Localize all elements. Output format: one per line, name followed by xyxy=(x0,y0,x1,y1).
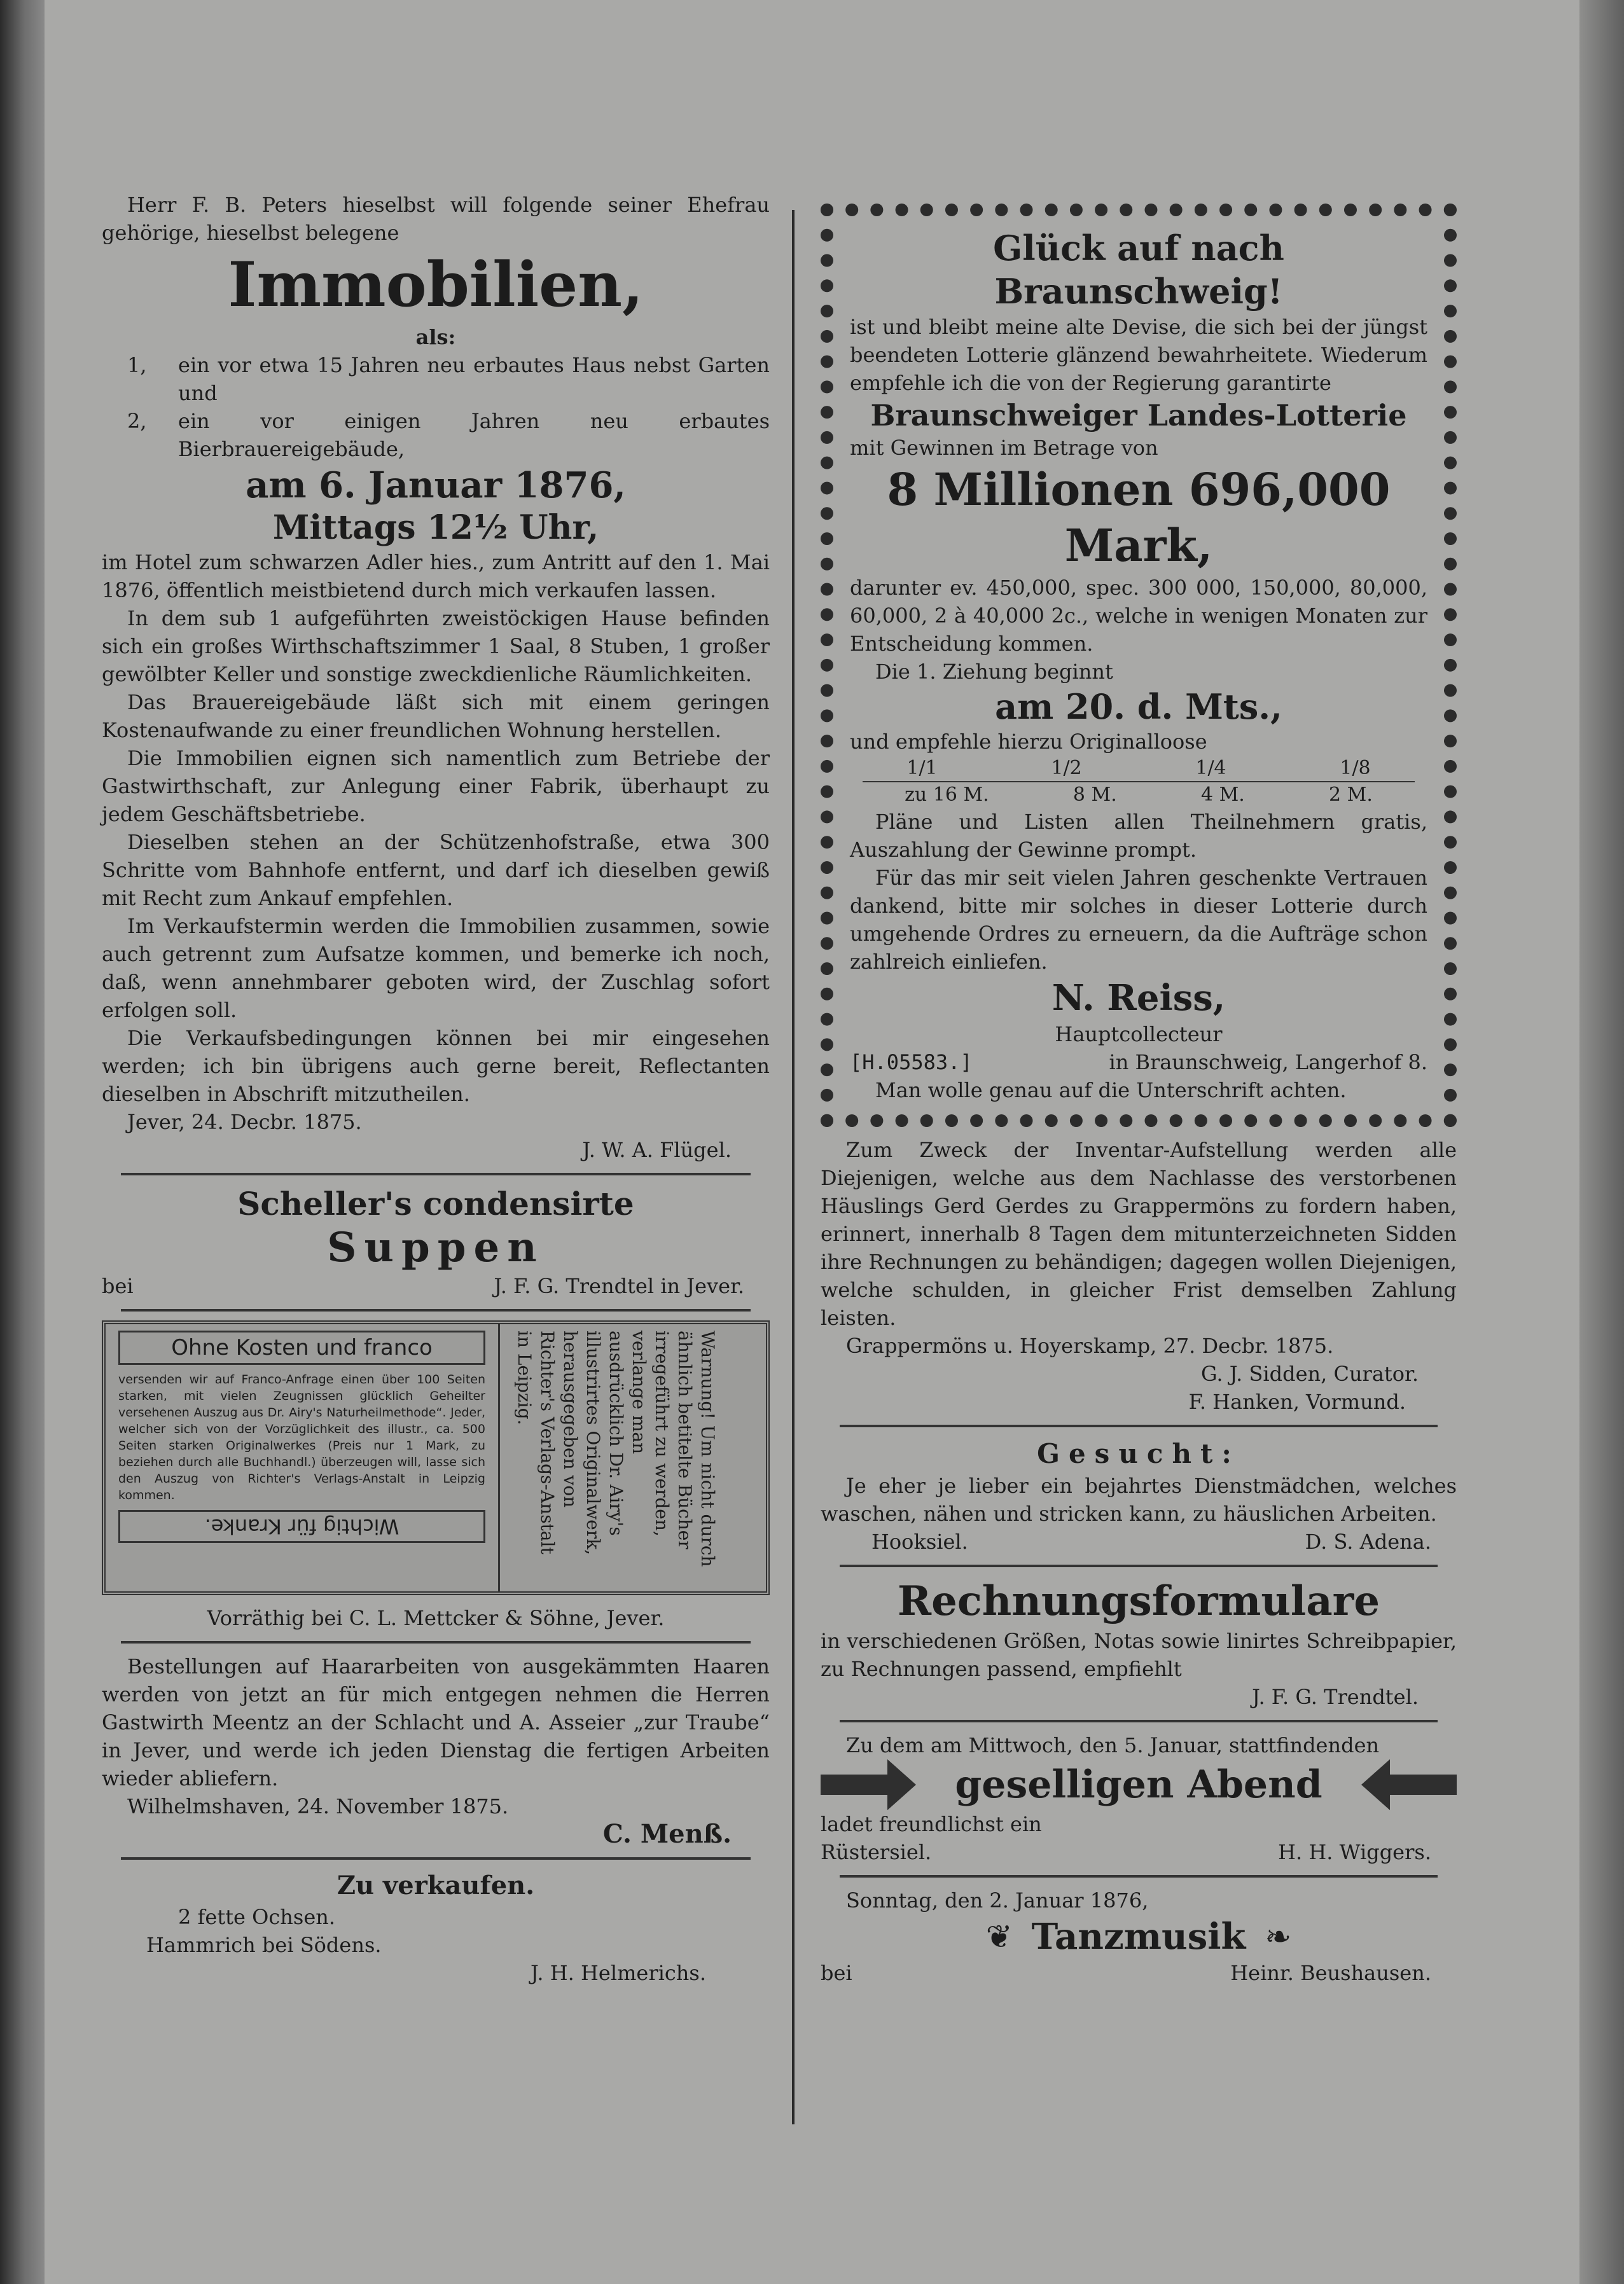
lottery-price: 2 M. xyxy=(1329,784,1373,806)
book-ad-body: versenden wir auf Franco-Anfrage einen über 100 Seiten starken, mit vielen Zeugnissen glücklich Geheilter versehenen Auszug aus Dr. Airy's Naturheilmethode“. Jeder, welcher sich von der Vorzüglichkeit des illustr., ca. 500 Seiten starken Originalwerkes (Preis nur 1 Mark, zu beziehen durch alle Buchhandl.) überzeugen will, lasse sich den Auszug von Richter's Verlags-Anstalt in Leipzig kommen. xyxy=(118,1373,485,1502)
immobilien-paragraph: Dieselben stehen an der Schützenhofstraße, etwa 300 Schritte vom Bahnhofe entfernt, und darf ich dieselben gewiß mit Recht zum Ankauf empfehlen. xyxy=(102,830,770,910)
immobilien-intro: Herr F. B. Peters hieselbst will folgende seiner Ehefrau gehörige, hieselbst belegene xyxy=(102,193,770,245)
hair-ad xyxy=(102,1652,770,1848)
hair-ad-place: Wilhelmshaven, 24. November 1875. xyxy=(127,1794,509,1818)
immobilien-paragraph: In dem sub 1 aufgeführten zweistöckigen Hause befinden sich ein großes Wirthschaftszimmer 1 Saal, 8 Stuben, 1 großer gewölbter Keller und sonstige zweckdienliche Räumlichkeiten. xyxy=(102,606,770,686)
item-text: ein vor etwa 15 Jahren neu erbautes Haus nebst Garten und xyxy=(178,353,770,405)
scheller-bei: bei xyxy=(102,1274,134,1298)
lottery-fraction: 1/1 xyxy=(906,757,938,779)
sale-ad xyxy=(102,1869,770,1987)
item-number: 1, xyxy=(127,353,147,377)
lottery-price: zu 16 M. xyxy=(905,784,989,806)
page-edge xyxy=(1579,0,1624,2284)
separator xyxy=(840,1720,1438,1722)
item-number: 2, xyxy=(127,409,147,433)
abend-signature: H. H. Wiggers. xyxy=(1278,1840,1431,1864)
abend-place: Rüstersiel. xyxy=(821,1840,932,1864)
lottery-draw-date: am 20. d. Mts., xyxy=(995,686,1282,727)
inventar-signature: F. Hanken, Vormund. xyxy=(1188,1390,1406,1414)
immobilien-paragraph: im Hotel zum schwarzen Adler hies., zum Antritt auf den 1. Mai 1876, öffentlich meistbietend durch mich verkaufen lassen. xyxy=(102,550,770,602)
lottery-paragraph: und empfehle hierzu Originalloose xyxy=(850,730,1207,754)
lottery-fraction: 1/4 xyxy=(1195,757,1226,779)
hair-ad-signature: C. Menß. xyxy=(602,1819,732,1849)
lottery-draw: Die 1. Ziehung beginnt xyxy=(875,660,1113,684)
immobilien-paragraph: Im Verkaufstermin werden die Immobilien zusammen, sowie auch getrennt zum Aufsatze kommen, und bemerke ich noch, daß, wenn annehmbarer geboten wird, der Zuschlag sofort erfolgen soll. xyxy=(102,914,770,1022)
gesucht-text: Je eher je lieber ein bejahrtes Dienstmädchen, welches waschen, nähen und stricken kann, zu häuslichen Arbeiten. xyxy=(821,1474,1457,1526)
scheller-seller-row xyxy=(102,1272,770,1300)
left-column xyxy=(102,191,770,1987)
lottery-price: 4 M. xyxy=(1200,784,1245,806)
lottery-fraction: 1/8 xyxy=(1340,757,1371,779)
book-spine xyxy=(0,0,45,2284)
sale-line: 2 fette Ochsen. xyxy=(178,1905,336,1929)
formular-signature: J. F. G. Trendtel. xyxy=(1252,1685,1419,1709)
inventar-place: Grappermöns u. Hoyerskamp, 27. Decbr. 1875. xyxy=(846,1334,1334,1358)
lottery-price: 8 M. xyxy=(1072,784,1117,806)
separator xyxy=(121,1173,751,1175)
immobilien-signature: J. W. A. Flügel. xyxy=(582,1138,732,1162)
lottery-seller: N. Reiss, xyxy=(1051,977,1226,1019)
abend-footer xyxy=(821,1838,1457,1866)
separator xyxy=(840,1425,1438,1427)
abend-ad xyxy=(821,1731,1457,1866)
column-rule xyxy=(792,210,795,2124)
formular-title: Rechnungsformulare xyxy=(897,1577,1380,1625)
book-ad-foot: Wichtig für Kranke. xyxy=(118,1510,485,1543)
immobilien-ad xyxy=(102,191,770,1164)
scheller-line-2: Suppen xyxy=(327,1224,545,1271)
immobilien-paragraph: Das Brauereigebäude läßt sich mit einem geringen Kostenaufwande zu einer freundlichen Wohnung herstellen. xyxy=(102,690,770,742)
book-ad-warning: Warnung! Um nicht durch ähnlich betitelte Bücher irregeführt zu werden, verlange man ausdrücklich Dr. Airy's illustrirtes Originalwerk, herausgegeben von Richter's Verlags-Anstalt in Leipzig. xyxy=(514,1331,718,1567)
pointing-hand-icon xyxy=(821,1759,916,1810)
sale-title: Zu verkaufen. xyxy=(337,1871,535,1900)
book-ad-stock: Vorräthig bei C. L. Mettcker & Söhne, Jever. xyxy=(207,1606,665,1630)
separator xyxy=(840,1875,1438,1878)
lottery-ad xyxy=(821,204,1457,1127)
newspaper-page xyxy=(45,0,1579,2284)
book-ad-main xyxy=(106,1324,500,1591)
book-ad xyxy=(102,1320,770,1632)
gesucht-signature: D. S. Adena. xyxy=(1305,1530,1431,1554)
item-text: ein vor einigen Jahren neu erbautes Bierbrauereigebäude, xyxy=(178,409,770,461)
lottery-address-row xyxy=(850,1048,1427,1076)
lottery-title: Glück auf nach Braunschweig! xyxy=(993,228,1284,312)
tanz-title-row xyxy=(821,1914,1457,1959)
separator xyxy=(121,1641,751,1644)
scheller-ad xyxy=(102,1184,770,1300)
ornament-icon: ❧ xyxy=(1265,1918,1292,1955)
separator xyxy=(121,1857,751,1860)
tanz-footer xyxy=(821,1959,1457,1987)
gesucht-place: Hooksiel. xyxy=(871,1530,968,1554)
abend-intro: Zu dem am Mittwoch, den 5. Januar, stattfindenden xyxy=(846,1733,1380,1757)
auction-date: am 6. Januar 1876, xyxy=(246,464,626,506)
tanz-signature: Heinr. Beushausen. xyxy=(1230,1961,1431,1985)
lottery-fraction: 1/2 xyxy=(1051,757,1082,779)
formular-ad xyxy=(821,1576,1457,1711)
inventar-signature: G. J. Sidden, Curator. xyxy=(1200,1362,1419,1386)
immobilien-place-date: Jever, 24. Decbr. 1875. xyxy=(127,1110,362,1134)
immobilien-item-1 xyxy=(102,351,770,407)
gesucht-title: Gesucht: xyxy=(1037,1438,1240,1469)
lottery-name: Braunschweiger Landes-Lotterie xyxy=(870,398,1407,433)
immobilien-title: Immobilien, xyxy=(228,249,644,321)
immobilien-item-2 xyxy=(102,407,770,463)
lottery-code: [H.05583.] xyxy=(850,1050,973,1074)
sale-line: Hammrich bei Södens. xyxy=(146,1933,382,1957)
lottery-paragraph: Für das mir seit vielen Jahren geschenkte Vertrauen dankend, bitte mir solches in dieser Lotterie durch umgehende Ordres zu erneuern, da die Aufträge schon zahlreich einliefen. xyxy=(850,866,1427,974)
lottery-fractions xyxy=(850,756,1427,781)
gesucht-ad xyxy=(821,1436,1457,1556)
scheller-line-1: Scheller's condensirte xyxy=(237,1185,634,1222)
tanz-date: Sonntag, den 2. Januar 1876, xyxy=(846,1888,1149,1913)
separator xyxy=(121,1309,751,1312)
lottery-seller-role: Hauptcollecteur xyxy=(1055,1022,1223,1046)
pointing-hand-icon xyxy=(1361,1759,1457,1810)
immobilien-paragraph: Die Verkaufsbedingungen können bei mir eingesehen werden; ich bin übrigens auch gerne bereit, Reflectanten dieselben in Abschrift mitzutheilen. xyxy=(102,1026,770,1106)
auction-time: Mittags 12½ Uhr, xyxy=(272,508,599,547)
right-column xyxy=(821,191,1457,1987)
formular-text: in verschiedenen Größen, Notas sowie linirtes Schreibpapier, zu Rechnungen passend, empfiehlt xyxy=(821,1629,1457,1681)
tanz-ad xyxy=(821,1886,1457,1987)
lottery-sub: mit Gewinnen im Betrage von xyxy=(850,436,1158,460)
abend-text: ladet freundlichst ein xyxy=(821,1812,1042,1836)
lottery-address: in Braunschweig, Langerhof 8. xyxy=(1109,1050,1427,1074)
inventar-ad xyxy=(821,1136,1457,1416)
sale-signature: J. H. Helmerichs. xyxy=(531,1961,706,1985)
immobilien-paragraph: Die Immobilien eignen sich namentlich zum Betriebe der Gastwirthschaft, zur Anlegung einer Fabrik, überhaupt zu jedem Geschäftsbetriebe. xyxy=(102,746,770,826)
tanz-bei: bei xyxy=(821,1961,852,1985)
lottery-amount: 8 Millionen 696,000 Mark, xyxy=(887,463,1391,572)
lottery-prices xyxy=(863,781,1415,808)
tanz-title: Tanzmusik xyxy=(1031,1916,1246,1958)
book-ad-head: Ohne Kosten und franco xyxy=(118,1331,485,1365)
immobilien-als: als: xyxy=(415,325,456,349)
lottery-paragraph: darunter ev. 450,000, spec. 300 000, 150,000, 80,000, 60,000, 2 à 40,000 2c., welche in wenigen Monaten zur Entscheidung kommen. xyxy=(850,576,1427,656)
lottery-note: Man wolle genau auf die Unterschrift achten. xyxy=(875,1078,1347,1102)
ornament-icon: ❦ xyxy=(985,1918,1013,1955)
inventar-text: Zum Zweck der Inventar-Aufstellung werden alle Diejenigen, welche aus dem Nachlasse des verstorbenen Häuslings Gerd Gerdes zu Grappermöns zu fordern haben, erinnert, innerhalb 8 Tagen dem mitunterzeichneten Sidden ihre Rechnungen zu behändigen; dagegen wollen Diejenigen, welche schulden, in gleicher Frist demselben Zahlung leisten. xyxy=(821,1138,1457,1330)
gesucht-footer xyxy=(821,1528,1457,1556)
hair-ad-text: Bestellungen auf Haararbeiten von ausgekämmten Haaren werden von jetzt an für mich entgegen nehmen die Herren Gastwirth Meentz an der Schlacht und A. Asseier „zur Traube“ in Jever, und werde ich jeden Dienstag die fertigen Arbeiten wieder abliefern. xyxy=(102,1654,770,1790)
lottery-paragraph: Pläne und Listen allen Theilnehmern gratis, Auszahlung der Gewinne prompt. xyxy=(850,810,1427,862)
scheller-seller: J. F. G. Trendtel in Jever. xyxy=(494,1274,744,1298)
abend-title: geselligen Abend xyxy=(955,1762,1322,1807)
lottery-paragraph: ist und bleibt meine alte Devise, die sich bei der jüngst beendeten Lotterie glänzend bewahrheitete. Wiederum empfehle ich die von der Regierung garantirte xyxy=(850,315,1427,395)
book-ad-box xyxy=(102,1320,770,1595)
abend-title-row xyxy=(821,1759,1457,1810)
separator xyxy=(840,1565,1438,1567)
book-ad-warning-column xyxy=(500,1324,766,1591)
